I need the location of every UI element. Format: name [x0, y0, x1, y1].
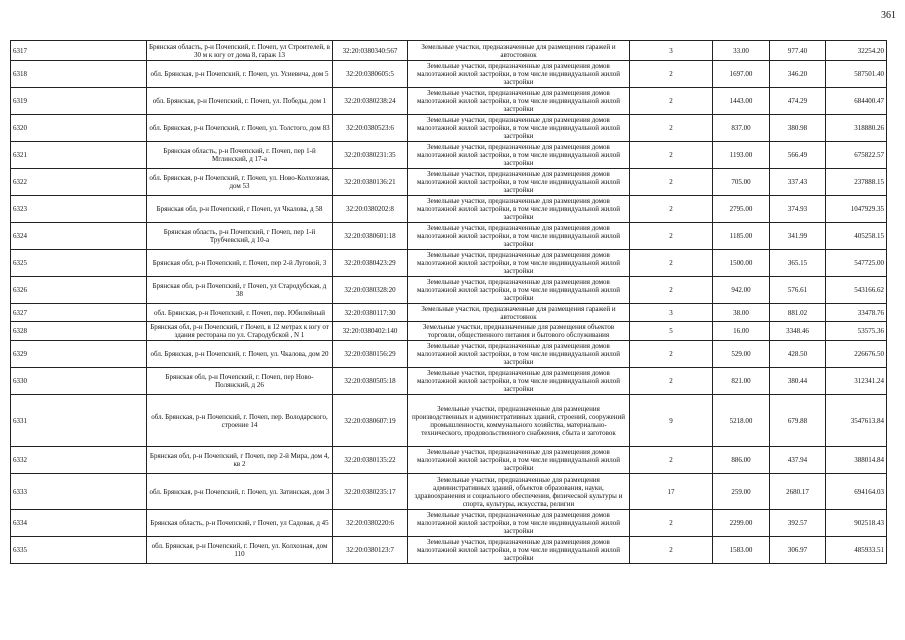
specific-value-cell: 392.57	[770, 510, 826, 537]
specific-value-cell: 474.29	[770, 88, 826, 115]
record-number-cell: 6331	[11, 395, 147, 447]
area-cell: 5218.00	[713, 395, 770, 447]
group-number-cell: 3	[630, 304, 713, 322]
group-number-cell: 2	[630, 510, 713, 537]
area-cell: 1583.00	[713, 537, 770, 564]
address-cell: Брянская обл, р-н Почепский, г Почеп, пер 2-й Мира, дом 4, кв 2	[147, 447, 333, 474]
specific-value-cell: 881.02	[770, 304, 826, 322]
area-cell: 16.00	[713, 322, 770, 341]
record-number-cell: 6324	[11, 223, 147, 250]
address-cell: Брянская обл, р-н Почепский, г Почеп, в 12 метрах к югу от здания ресторана по ул. Стародубской , N 1	[147, 322, 333, 341]
record-number-cell: 6318	[11, 61, 147, 88]
table-row	[11, 447, 887, 474]
address-cell: обл. Брянская, р-н Почепский, г. Почеп, ул. Ново-Колхозная, дом 53	[147, 169, 333, 196]
cadastral-value-cell: 388014.84	[826, 447, 887, 474]
area-cell: 821.00	[713, 368, 770, 395]
area-cell: 837.00	[713, 115, 770, 142]
cadastral-value-cell: 675822.57	[826, 142, 887, 169]
cadastral-number-cell: 32:20:0380235:17	[333, 474, 408, 510]
address-cell: Брянская обл, р-н Почепский, г Почеп, ул Чкалова, д 58	[147, 196, 333, 223]
table-row	[11, 510, 887, 537]
land-use-type-cell: Земельные участки, предназначенные для размещения гаражей и автостоянок	[408, 41, 630, 61]
specific-value-cell: 341.99	[770, 223, 826, 250]
record-number-cell: 6323	[11, 196, 147, 223]
land-use-type-cell: Земельные участки, предназначенные для размещения домов малоэтажной жилой застройки, в том числе индивидуальной жилой застройки	[408, 537, 630, 564]
specific-value-cell: 566.49	[770, 142, 826, 169]
cadastral-number-cell: 32:20:0380402:140	[333, 322, 408, 341]
cadastral-number-cell: 32:20:0380156:29	[333, 341, 408, 368]
record-number-cell: 6332	[11, 447, 147, 474]
address-cell: обл. Брянская, р-н Почепский, г. Почеп, ул. Усиевича, дом 5	[147, 61, 333, 88]
area-cell: 1443.00	[713, 88, 770, 115]
record-number-cell: 6325	[11, 250, 147, 277]
table-row	[11, 41, 887, 61]
cadastral-number-cell: 32:20:0380423:29	[333, 250, 408, 277]
address-cell: обл. Брянская, р-н Почепский, г. Почеп, пер. Юбилейный	[147, 304, 333, 322]
address-cell: Брянская обл, р-н Почепский, г. Почеп, пер 2-й Луговой, 3	[147, 250, 333, 277]
cadastral-value-cell: 485933.51	[826, 537, 887, 564]
cadastral-number-cell: 32:20:0380605:5	[333, 61, 408, 88]
cadastral-value-cell: 694164.03	[826, 474, 887, 510]
cadastral-value-cell: 1047929.35	[826, 196, 887, 223]
land-use-type-cell: Земельные участки, предназначенные для размещения домов малоэтажной жилой застройки, в том числе индивидуальной жилой застройки	[408, 196, 630, 223]
record-number-cell: 6330	[11, 368, 147, 395]
group-number-cell: 2	[630, 277, 713, 304]
specific-value-cell: 337.43	[770, 169, 826, 196]
land-use-type-cell: Земельные участки, предназначенные для размещения производственных и административных зданий, строений, сооружений промышленности, коммунального хозяйства, материально-технического, продовольственного снабжения, сбыта и заготовок	[408, 395, 630, 447]
cadastral-number-cell: 32:20:0380231:35	[333, 142, 408, 169]
area-cell: 33.00	[713, 41, 770, 61]
land-use-type-cell: Земельные участки, предназначенные для размещения домов малоэтажной жилой застройки, в том числе индивидуальной жилой застройки	[408, 115, 630, 142]
cadastral-value-cell: 312341.24	[826, 368, 887, 395]
group-number-cell: 2	[630, 196, 713, 223]
record-number-cell: 6320	[11, 115, 147, 142]
group-number-cell: 2	[630, 537, 713, 564]
address-cell: обл. Брянская, р-н Почепский, г. Почеп, пер. Володарского, строение 14	[147, 395, 333, 447]
record-number-cell: 6322	[11, 169, 147, 196]
land-use-type-cell: Земельные участки, предназначенные для размещения домов малоэтажной жилой застройки, в том числе индивидуальной жилой застройки	[408, 250, 630, 277]
land-use-type-cell: Земельные участки, предназначенные для размещения домов малоэтажной жилой застройки, в том числе индивидуальной жилой застройки	[408, 447, 630, 474]
cadastral-value-cell: 405258.15	[826, 223, 887, 250]
group-number-cell: 2	[630, 115, 713, 142]
table-row	[11, 115, 887, 142]
land-use-type-cell: Земельные участки, предназначенные для размещения домов малоэтажной жилой застройки, в том числе индивидуальной жилой застройки	[408, 61, 630, 88]
cadastral-number-cell: 32:20:0380220:6	[333, 510, 408, 537]
table-row	[11, 395, 887, 447]
cadastral-value-cell: 543166.62	[826, 277, 887, 304]
group-number-cell: 5	[630, 322, 713, 341]
cadastral-number-cell: 32:20:0380523:6	[333, 115, 408, 142]
cadastral-value-cell: 318880.26	[826, 115, 887, 142]
group-number-cell: 17	[630, 474, 713, 510]
land-use-type-cell: Земельные участки, предназначенные для размещения домов малоэтажной жилой застройки, в том числе индивидуальной жилой застройки	[408, 88, 630, 115]
table-row	[11, 304, 887, 322]
area-cell: 2795.00	[713, 196, 770, 223]
land-use-type-cell: Земельные участки, предназначенные для размещения домов малоэтажной жилой застройки, в том числе индивидуальной жилой застройки	[408, 169, 630, 196]
area-cell: 1697.00	[713, 61, 770, 88]
cadastral-number-cell: 32:20:0380340:567	[333, 41, 408, 61]
cadastral-value-table	[10, 40, 887, 564]
cadastral-number-cell: 32:20:0380601:18	[333, 223, 408, 250]
cadastral-number-cell: 32:20:0380238:24	[333, 88, 408, 115]
address-cell: Брянская область, р-н Почепский, г. Почеп, ул Строителей, в 30 м к югу от дома 8, гараж 13	[147, 41, 333, 61]
table-row	[11, 277, 887, 304]
area-cell: 2299.00	[713, 510, 770, 537]
specific-value-cell: 380.44	[770, 368, 826, 395]
specific-value-cell: 2680.17	[770, 474, 826, 510]
land-use-type-cell: Земельные участки, предназначенные для размещения административных зданий, объектов образования, науки, здравоохранения и социального обеспечения, физической культуры и спорта, культуры, искусства, религии	[408, 474, 630, 510]
cadastral-number-cell: 32:20:0380135:22	[333, 447, 408, 474]
specific-value-cell: 428.50	[770, 341, 826, 368]
table-row	[11, 341, 887, 368]
record-number-cell: 6335	[11, 537, 147, 564]
area-cell: 1500.00	[713, 250, 770, 277]
record-number-cell: 6329	[11, 341, 147, 368]
land-use-type-cell: Земельные участки, предназначенные для размещения домов малоэтажной жилой застройки, в том числе индивидуальной жилой застройки	[408, 223, 630, 250]
land-use-type-cell: Земельные участки, предназначенные для размещения домов малоэтажной жилой застройки, в том числе индивидуальной жилой застройки	[408, 510, 630, 537]
cadastral-number-cell: 32:20:0380117:30	[333, 304, 408, 322]
cadastral-number-cell: 32:20:0380328:20	[333, 277, 408, 304]
table-row	[11, 368, 887, 395]
specific-value-cell: 977.40	[770, 41, 826, 61]
address-cell: обл. Брянская, р-н Почепский, г. Почеп, ул. Победы, дом 1	[147, 88, 333, 115]
area-cell: 259.00	[713, 474, 770, 510]
address-cell: обл. Брянская, р-н Почепский, г. Почеп, ул. Толстого, дом 83	[147, 115, 333, 142]
specific-value-cell: 365.15	[770, 250, 826, 277]
table-row	[11, 142, 887, 169]
address-cell: обл. Брянская, р-н Почепский, г. Почеп, ул. Колхозная, дом 110	[147, 537, 333, 564]
cadastral-value-cell: 226676.50	[826, 341, 887, 368]
area-cell: 942.00	[713, 277, 770, 304]
table-row	[11, 169, 887, 196]
address-cell: Брянская обл, р-н Почепский, г Почеп, ул Стародубская, д 38	[147, 277, 333, 304]
table-row	[11, 61, 887, 88]
address-cell: обл. Брянская, р-н Почепский, г. Почеп, ул. Чкалова, дом 20	[147, 341, 333, 368]
land-use-type-cell: Земельные участки, предназначенные для размещения домов малоэтажной жилой застройки, в том числе индивидуальной жилой застройки	[408, 368, 630, 395]
cadastral-value-cell: 237888.15	[826, 169, 887, 196]
group-number-cell: 2	[630, 368, 713, 395]
group-number-cell: 2	[630, 250, 713, 277]
group-number-cell: 2	[630, 341, 713, 368]
record-number-cell: 6321	[11, 142, 147, 169]
cadastral-number-cell: 32:20:0380505:18	[333, 368, 408, 395]
land-use-type-cell: Земельные участки, предназначенные для размещения объектов торговли, общественного питания и бытового обслуживания	[408, 322, 630, 341]
land-use-type-cell: Земельные участки, предназначенные для размещения домов малоэтажной жилой застройки, в том числе индивидуальной жилой застройки	[408, 142, 630, 169]
table-row	[11, 196, 887, 223]
area-cell: 38.00	[713, 304, 770, 322]
table-row	[11, 223, 887, 250]
specific-value-cell: 679.88	[770, 395, 826, 447]
specific-value-cell: 576.61	[770, 277, 826, 304]
area-cell: 705.00	[713, 169, 770, 196]
record-number-cell: 6326	[11, 277, 147, 304]
land-use-type-cell: Земельные участки, предназначенные для размещения домов малоэтажной жилой застройки, в том числе индивидуальной жилой застройки	[408, 341, 630, 368]
group-number-cell: 2	[630, 142, 713, 169]
address-cell: Брянская область, р-н Почепский, г Почеп, ул Садовая, д 45	[147, 510, 333, 537]
record-number-cell: 6333	[11, 474, 147, 510]
area-cell: 1185.00	[713, 223, 770, 250]
land-use-type-cell: Земельные участки, предназначенные для размещения гаражей и автостоянок	[408, 304, 630, 322]
cadastral-value-cell: 32254.20	[826, 41, 887, 61]
cadastral-value-cell: 902518.43	[826, 510, 887, 537]
cadastral-number-cell: 32:20:0380202:8	[333, 196, 408, 223]
record-number-cell: 6317	[11, 41, 147, 61]
record-number-cell: 6334	[11, 510, 147, 537]
specific-value-cell: 3348.46	[770, 322, 826, 341]
cadastral-number-cell: 32:20:0380136:21	[333, 169, 408, 196]
address-cell: Брянская область, р-н Почепский, г. Почеп, пер 1-й Мглинский, д 17-а	[147, 142, 333, 169]
cadastral-value-cell: 3547613.84	[826, 395, 887, 447]
specific-value-cell: 306.97	[770, 537, 826, 564]
group-number-cell: 2	[630, 447, 713, 474]
land-use-type-cell: Земельные участки, предназначенные для размещения домов малоэтажной жилой застройки, в том числе индивидуальной жилой застройки	[408, 277, 630, 304]
cadastral-number-cell: 32:20:0380123:7	[333, 537, 408, 564]
specific-value-cell: 380.98	[770, 115, 826, 142]
record-number-cell: 6327	[11, 304, 147, 322]
specific-value-cell: 346.20	[770, 61, 826, 88]
cadastral-value-cell: 547725.00	[826, 250, 887, 277]
specific-value-cell: 437.94	[770, 447, 826, 474]
table-row	[11, 250, 887, 277]
cadastral-number-cell: 32:20:0380607:19	[333, 395, 408, 447]
area-cell: 529.00	[713, 341, 770, 368]
table-row	[11, 322, 887, 341]
specific-value-cell: 374.93	[770, 196, 826, 223]
table-row	[11, 474, 887, 510]
group-number-cell: 2	[630, 61, 713, 88]
group-number-cell: 2	[630, 169, 713, 196]
table-row	[11, 88, 887, 115]
page-number: 361	[881, 10, 896, 21]
group-number-cell: 2	[630, 223, 713, 250]
cadastral-value-cell: 33478.76	[826, 304, 887, 322]
table-row	[11, 537, 887, 564]
record-number-cell: 6319	[11, 88, 147, 115]
cadastral-value-cell: 684400.47	[826, 88, 887, 115]
cadastral-value-cell: 53575.36	[826, 322, 887, 341]
area-cell: 1193.00	[713, 142, 770, 169]
group-number-cell: 2	[630, 88, 713, 115]
table-body	[11, 41, 887, 564]
address-cell: Брянская область, р-н Почепский, г Почеп, пер 1-й Трубчевский, д 10-а	[147, 223, 333, 250]
cadastral-value-cell: 587501.40	[826, 61, 887, 88]
record-number-cell: 6328	[11, 322, 147, 341]
area-cell: 886.00	[713, 447, 770, 474]
group-number-cell: 3	[630, 41, 713, 61]
group-number-cell: 9	[630, 395, 713, 447]
address-cell: обл. Брянская, р-н Почепский, г. Почеп, ул. Затинская, дом 3	[147, 474, 333, 510]
address-cell: Брянская обл, р-н Почепский, г. Почеп, пер Ново-Полянский, д 26	[147, 368, 333, 395]
